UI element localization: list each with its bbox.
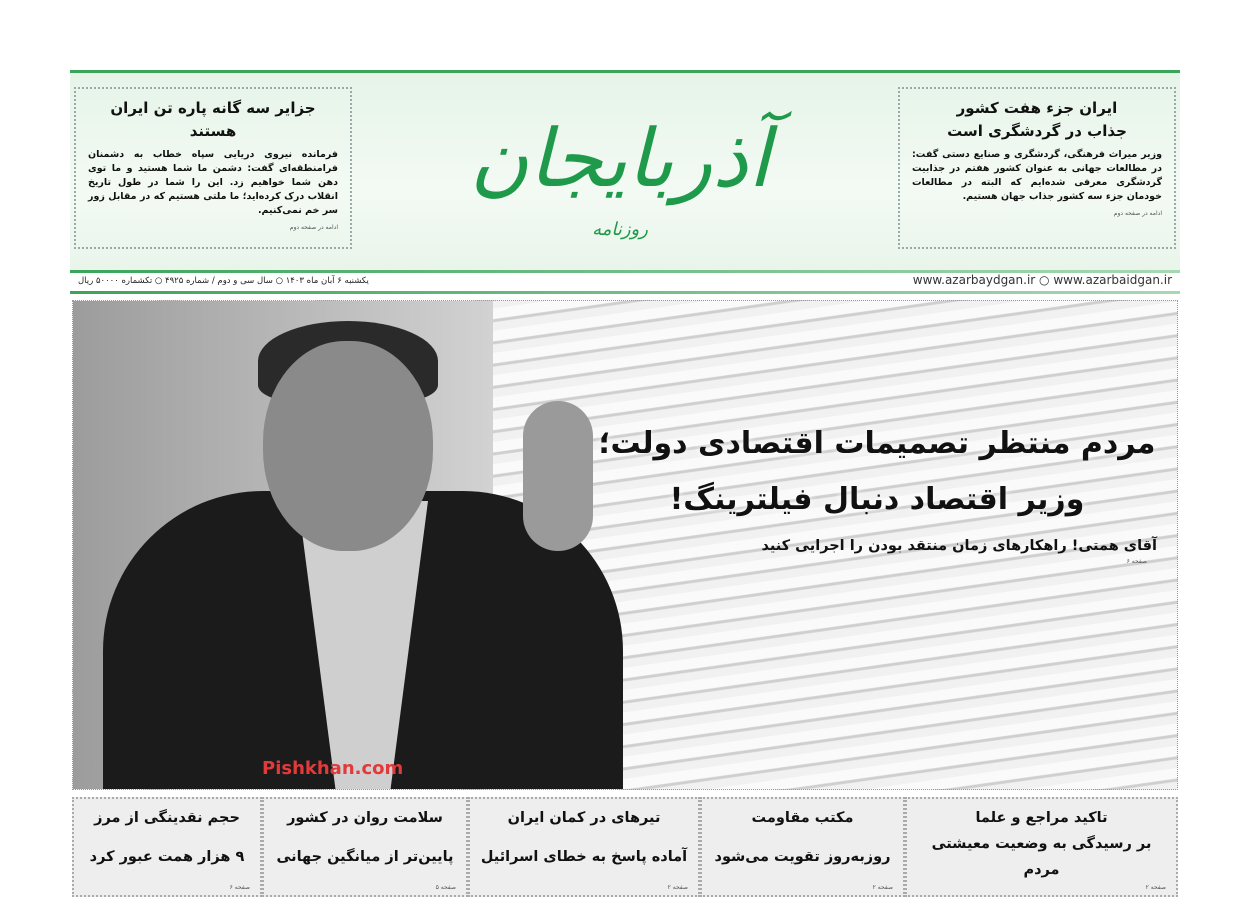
- item-ref: صفحه ۲: [667, 884, 688, 891]
- teaser-title-line: جذاب در گردشگری است: [947, 122, 1127, 140]
- bottom-headlines: [72, 797, 1178, 897]
- item-line: آماده پاسخ به خطای اسرائیل: [480, 849, 688, 865]
- bottom-item[interactable]: [700, 797, 905, 897]
- lead-headline[interactable]: [597, 416, 1157, 565]
- bottom-item[interactable]: [72, 797, 262, 897]
- bottom-item[interactable]: [468, 797, 700, 897]
- item-line: بر رسیدگی به وضعیت معیشتی مردم: [931, 836, 1152, 878]
- newspaper-logo: [410, 73, 830, 273]
- teaser-title: جزایر سه گانه پاره تن ایران هستند: [110, 99, 316, 140]
- divider: [70, 291, 1180, 294]
- item-line: مکتب مقاومت: [751, 810, 854, 826]
- bottom-item[interactable]: [262, 797, 468, 897]
- left-teaser-box[interactable]: [74, 87, 352, 249]
- watermark: Pishkhan.com: [262, 758, 404, 779]
- item-ref: صفحه ۲: [872, 884, 893, 891]
- logo-name: آذربایجان: [469, 112, 771, 205]
- masthead: [70, 70, 1180, 270]
- item-ref: صفحه ۶: [229, 884, 250, 891]
- item-line: تاکید مراجع و علما: [975, 810, 1108, 826]
- bottom-item[interactable]: [905, 797, 1178, 897]
- headline-line: مردم منتظر تصمیمات اقتصادی دولت؛: [598, 426, 1156, 461]
- dateline: یکشنبه ۶ آبان ماه ۱۴۰۳ ○ سال سی و دوم / شماره ۴۹۲۵ ○ تکشماره ۵۰۰۰۰ ریال: [78, 276, 369, 286]
- photo-head: [263, 341, 433, 551]
- item-line: روزبه‌روز تقویت می‌شود: [714, 849, 891, 865]
- teaser-body: فرمانده نیروی دریایی سپاه خطاب به دشمنان فرامنطقه‌ای گفت: دشمن ما شما هستید و ما توی دهن شما خواهیم زد. این را شما در طول تاریخ انقلاب درک کرده‌اید؛ ما ملتی هستیم که در مقابل زور سر خم نمی‌کنیم.: [88, 149, 338, 216]
- logo-sub: روزنامه: [592, 219, 648, 240]
- item-line: حجم نقدینگی از مرز: [94, 810, 240, 826]
- teaser-ref: ادامه در صفحه دوم: [289, 224, 338, 231]
- right-teaser-box[interactable]: [898, 87, 1176, 249]
- teaser-title-line: ایران جزء هفت کشور: [956, 99, 1118, 117]
- item-line: ۹ هزار همت عبور کرد: [89, 849, 245, 865]
- photo-hand: [523, 401, 593, 551]
- item-ref: صفحه ۲: [1145, 884, 1166, 891]
- lead-ref: صفحه ۶: [1126, 558, 1147, 565]
- website-links[interactable]: www.azarbaydgan.ir ○ www.azarbaidgan.ir: [912, 273, 1172, 287]
- item-line: سلامت روان در کشور: [287, 810, 443, 826]
- teaser-body: وزیر میراث فرهنگی، گردشگری و صنایع دستی گفت: در مطالعات جهانی به عنوان کشور هفتم در جذابیت گردشگری معرفی شده‌ایم که البته در مطالعات خودمان جزء سه کشور جذاب جهان هستیم.: [912, 149, 1162, 202]
- lead-photo: [72, 300, 1178, 790]
- item-line: پایین‌تر از میانگین جهانی: [276, 849, 454, 865]
- headline-line: وزیر اقتصاد دنبال فیلترینگ!: [669, 482, 1085, 517]
- item-ref: صفحه ۵: [435, 884, 456, 891]
- teaser-title: [912, 97, 1162, 143]
- teaser-ref: ادامه در صفحه دوم: [1113, 210, 1162, 217]
- item-line: تیرهای در کمان ایران: [507, 810, 661, 826]
- lead-subhead: آقای همتی! راهکارهای زمان منتقد بودن را اجرایی کنید: [761, 538, 1157, 554]
